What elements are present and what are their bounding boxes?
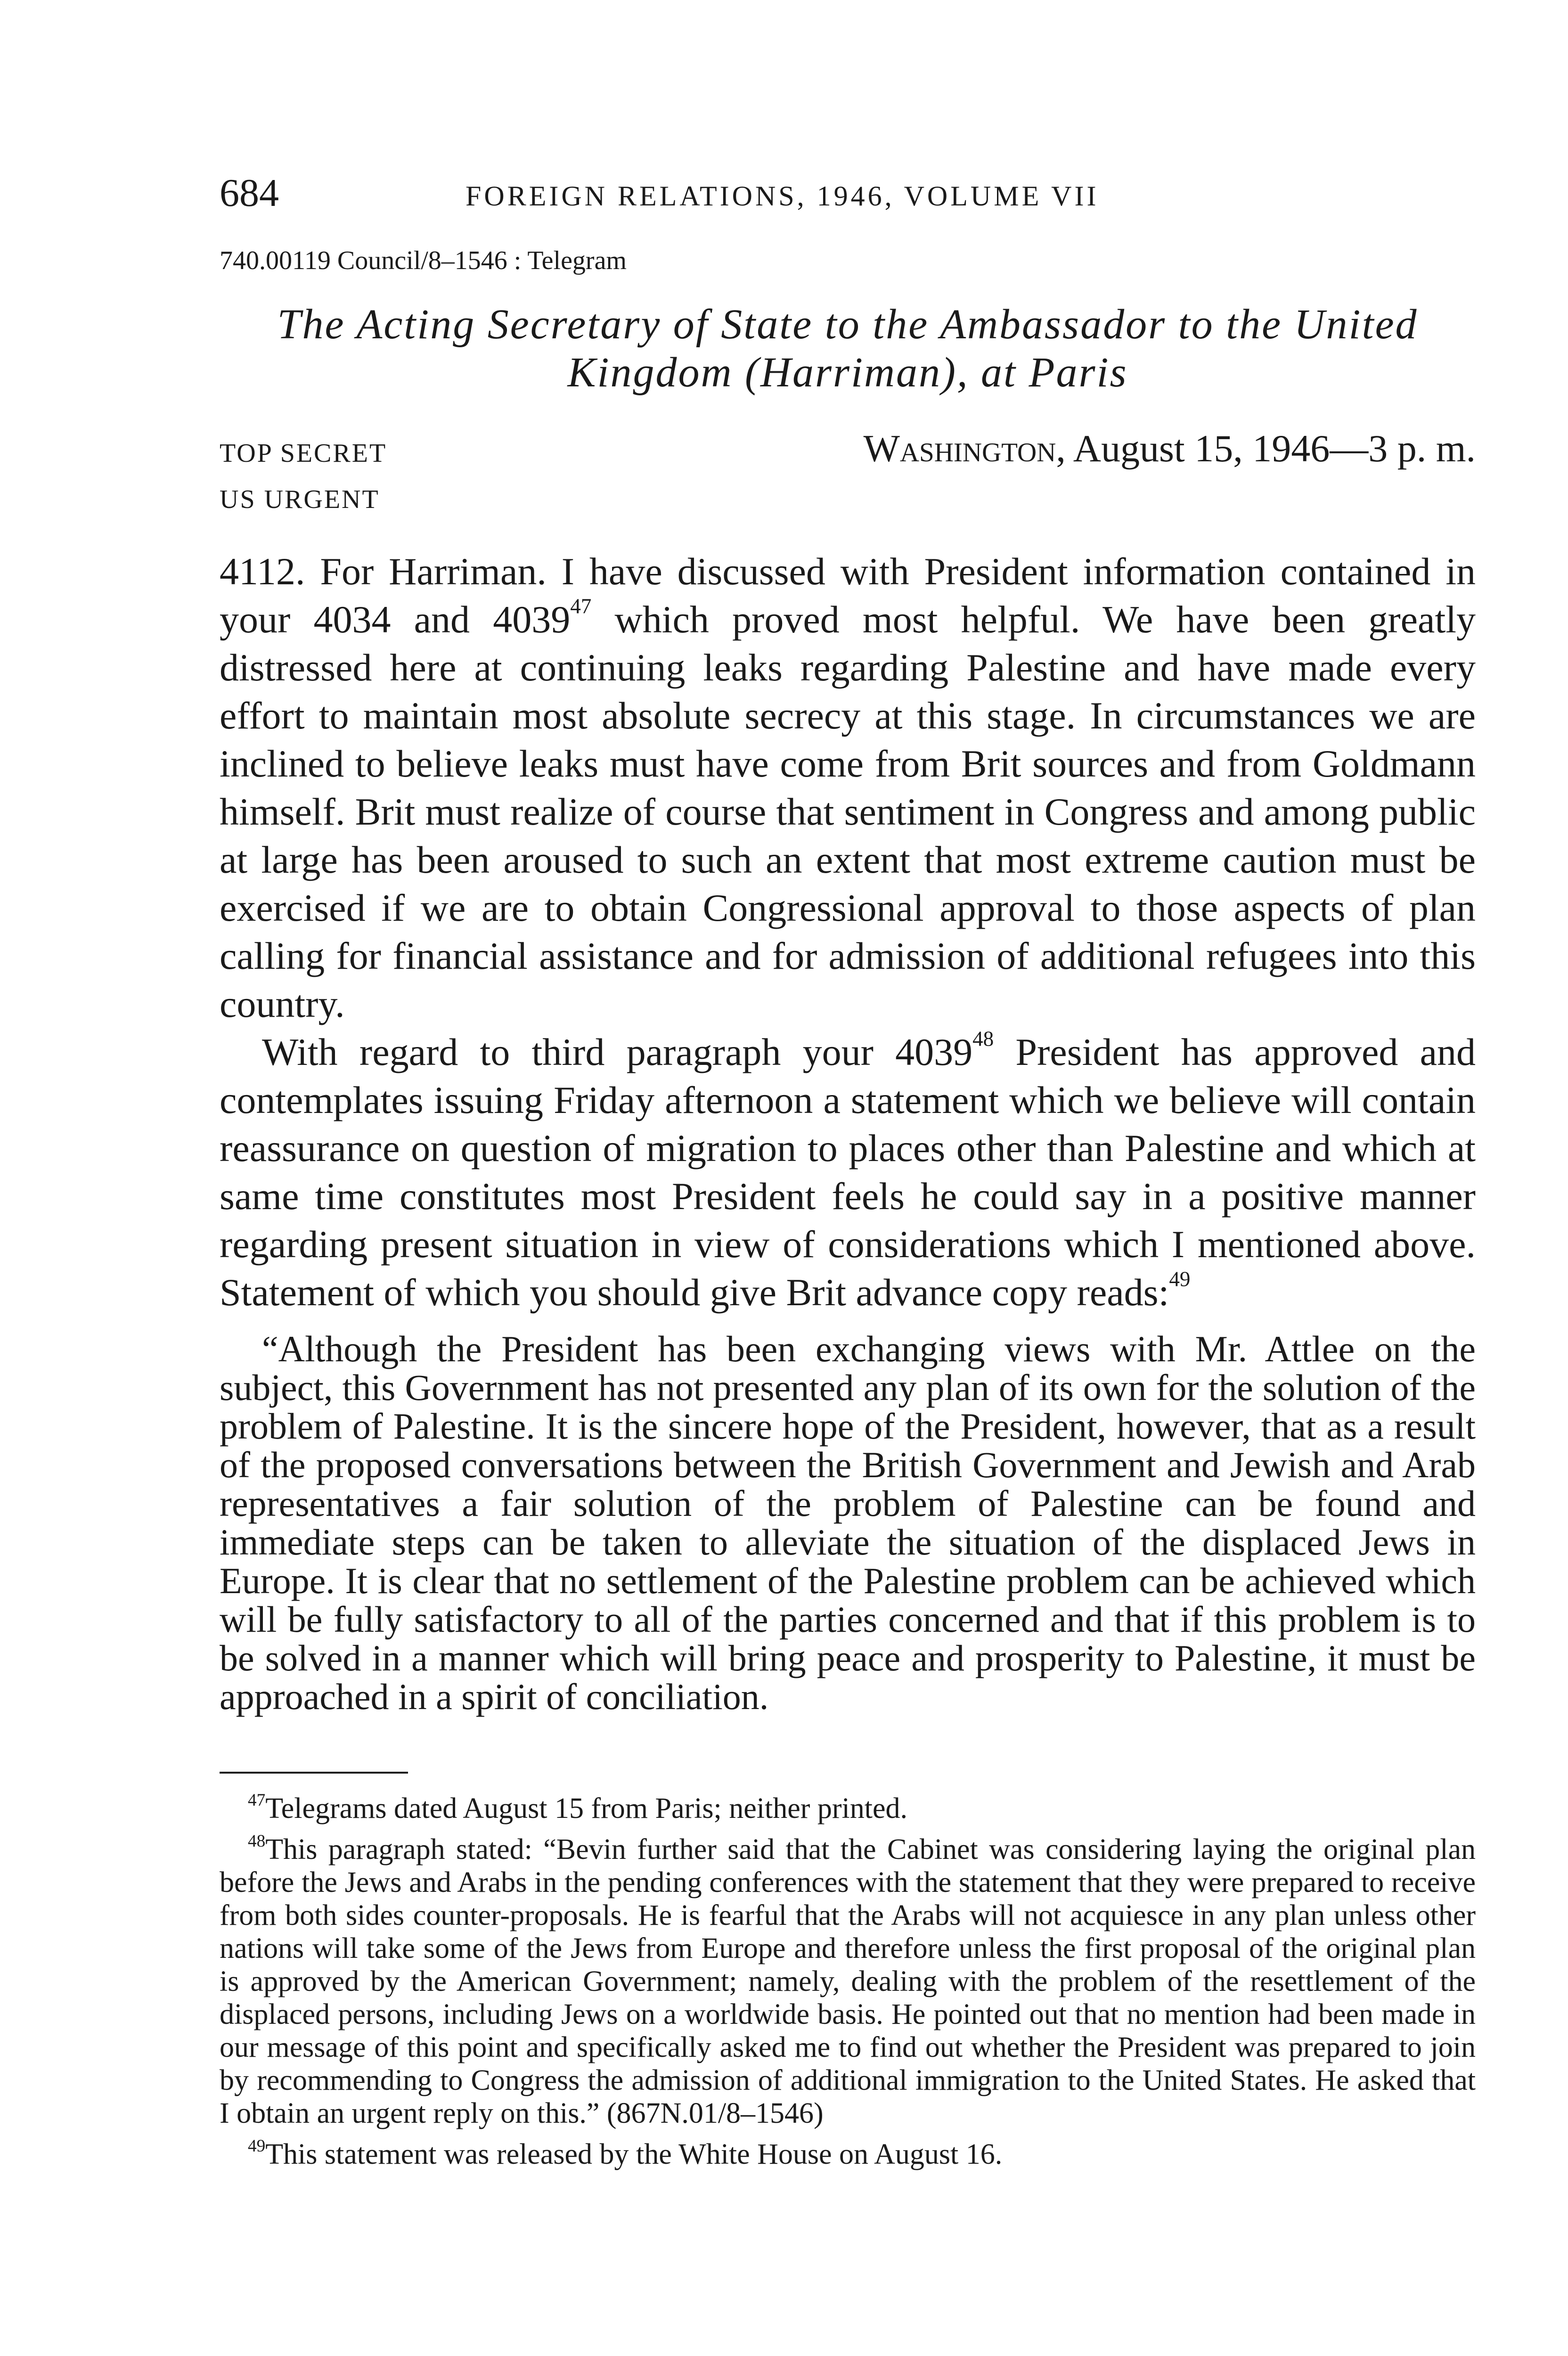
- footnote-text: This statement was released by the White House on August 16.: [265, 2138, 1003, 2171]
- footnote-49: [220, 2130, 1476, 2171]
- footnote-ref-49: 49: [1169, 1267, 1191, 1291]
- body-paragraph-1: [220, 548, 1476, 1028]
- paragraph-text: 4112. For Harriman. I have discussed with President information contained in your 4034 and 4039: [220, 550, 1476, 641]
- classification-top-secret: TOP SECRET: [220, 439, 387, 468]
- page-header: [220, 170, 1476, 226]
- telegram-meta: [220, 425, 1476, 548]
- file-reference: 740.00119 Council/8–1546 : Telegram: [220, 246, 627, 275]
- dateline: Washington, August 15, 1946—3 p. m.: [863, 427, 1476, 470]
- footnote-47: [220, 1784, 1476, 1825]
- footnote-text: This paragraph stated: “Bevin further said that the Cabinet was considering laying the original plan before the Jews and Arabs in the pending conferences with the statement that they were prepared to receive from both sides counter-proposals. He is fearful that the Arabs will not acquiesce in any plan unless other nations will take some of the Jews from Europe and therefore unless the first proposal of the original plan is approved by the American Government; namely, dealing with the problem of the resettlement of the displaced persons, including Jews on a worldwide basis. He pointed out that no mention had been made in our message of this point and specifically asked me to find out whether the President was prepared to join by recommending to Congress the admission of additional immigration to the United States. He asked that I obtain an urgent reply on this.” (867N.01/8–1546): [220, 1833, 1476, 2130]
- footnote-mark: 49: [248, 2136, 266, 2156]
- footnote-mark: 48: [248, 1832, 266, 1851]
- classification-urgent: US URGENT: [220, 485, 380, 514]
- page-number: 684: [220, 171, 279, 215]
- paragraph-text: With regard to third paragraph your 4039: [262, 1031, 973, 1073]
- document-page: [220, 170, 1476, 2171]
- body-paragraph-2: [220, 1028, 1476, 1317]
- dateline-place: Washington: [863, 427, 1056, 470]
- footnotes: [220, 1784, 1476, 2171]
- document-title: The Acting Secretary of State to the Ambassador to the United Kingdom (Harriman), at Paris: [277, 301, 1418, 396]
- running-title: FOREIGN RELATIONS, 1946, VOLUME VII: [466, 180, 1099, 212]
- footnote-48: [220, 1825, 1476, 2130]
- footnote-ref-48: 48: [972, 1027, 994, 1051]
- telegram-body: [220, 548, 1476, 1317]
- footnote-mark: 47: [248, 1791, 266, 1810]
- paragraph-text: President has approved and contemplates issuing Friday afternoon a statement which we believe will contain reassurance on question of migration to places other than Palestine and which at same time constitutes most President feels he could say in a positive manner regarding present situation in view of considerations which I mentioned above. Statement of which you should give Brit advance copy reads:: [220, 1031, 1476, 1314]
- paragraph-text: which proved most helpful. We have been greatly distressed here at continuing leaks regarding Palestine and have made every effort to maintain most absolute secrecy at this stage. In circumstances we are inclined to believe leaks must have come from Brit sources and from Goldmann himself. Brit must realize of course that sentiment in Congress and among public at large has been aroused to such an extent that most extreme caution must be exercised if we are to obtain Congressional approval to those aspects of plan calling for financial assistance and for admission of additional refugees into this country.: [220, 598, 1476, 1025]
- footnote-ref-47: 47: [570, 594, 592, 618]
- dateline-date: August 15, 1946—3 p. m.: [1073, 427, 1476, 470]
- footnote-text: Telegrams dated August 15 from Paris; neither printed.: [265, 1792, 907, 1825]
- footnote-divider: [220, 1772, 408, 1774]
- quoted-statement: “Although the President has been exchanging views with Mr. Attlee on the subject, this Government has not presented any plan of its own for the solution of the problem of Palestine. It is the sincere hope of the President, however, that as a result of the proposed conversations between the British Government and Jewish and Arab representatives a fair solution of the problem of Palestine can be found and immediate steps can be taken to alleviate the situation of the displaced Jews in Europe. It is clear that no settlement of the Palestine problem can be achieved which will be fully satisfactory to all of the parties concerned and that if this problem is to be solved in a manner which will bring peace and prosperity to Palestine, it must be approached in a spirit of conciliation.: [220, 1328, 1476, 1717]
